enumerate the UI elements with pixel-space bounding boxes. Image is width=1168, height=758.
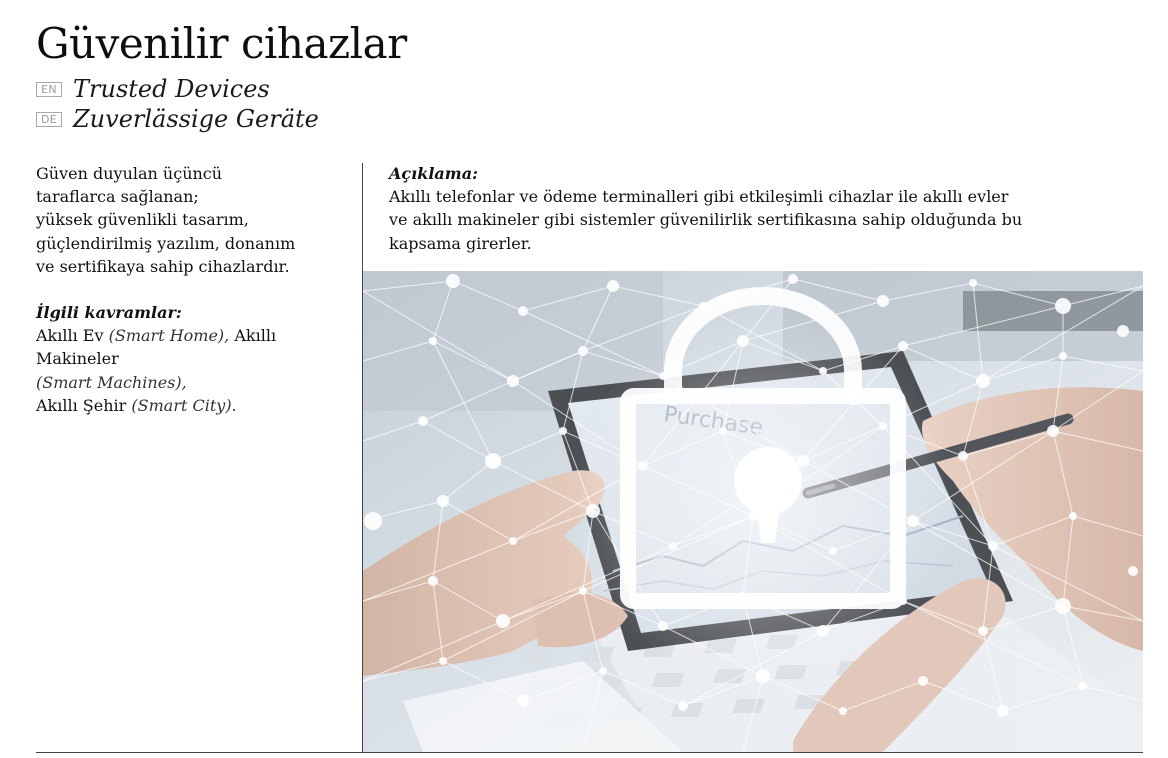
related-term-en: (Smart Home),	[108, 326, 230, 346]
description-heading: Açıklama:	[389, 164, 478, 183]
lang-tag-en: EN	[36, 82, 62, 97]
definition-line: güçlendirilmiş yazılım, donanım	[36, 233, 296, 253]
description-block	[389, 162, 1124, 255]
german-translation	[36, 105, 319, 133]
related-concepts-heading: İlgili kavramlar:	[36, 303, 182, 323]
english-translation	[36, 75, 270, 103]
definition-text	[36, 162, 348, 278]
description-line: Akıllı telefonlar ve ödeme terminalleri gibi etkileşimli cihazlar ile akıllı evler	[389, 187, 1009, 207]
related-term-en: (Smart City).	[131, 395, 237, 415]
description-text	[389, 185, 1124, 255]
related-term-tr: Akıllı Makineler	[36, 326, 277, 369]
related-term-tr: Akıllı Şehir	[36, 395, 127, 415]
german-term: Zuverlässige Geräte	[73, 105, 319, 133]
related-concepts-list	[36, 324, 348, 417]
definition-line: taraflarca sağlanan;	[36, 187, 199, 207]
description-line: ve akıllı makineler gibi sistemler güvenilirlik sertifikasına sahip olduğunda bu	[389, 210, 1023, 230]
definition-line: yüksek güvenlikli tasarım,	[36, 210, 249, 230]
related-term-tr: Akıllı Ev	[36, 326, 104, 346]
definition-column	[36, 162, 348, 417]
definition-line: Güven duyulan üçüncü	[36, 164, 223, 183]
related-term-en: (Smart Machines),	[36, 372, 187, 392]
definition-line: ve sertifikaya sahip cihazlardır.	[36, 256, 290, 276]
lang-tag-de: DE	[36, 112, 62, 127]
illustration-photo	[363, 271, 1143, 752]
page-title: Güvenilir cihazlar	[36, 19, 407, 68]
description-line: kapsama girerler.	[389, 233, 532, 253]
english-term: Trusted Devices	[73, 75, 270, 103]
bottom-rule	[36, 752, 1143, 753]
